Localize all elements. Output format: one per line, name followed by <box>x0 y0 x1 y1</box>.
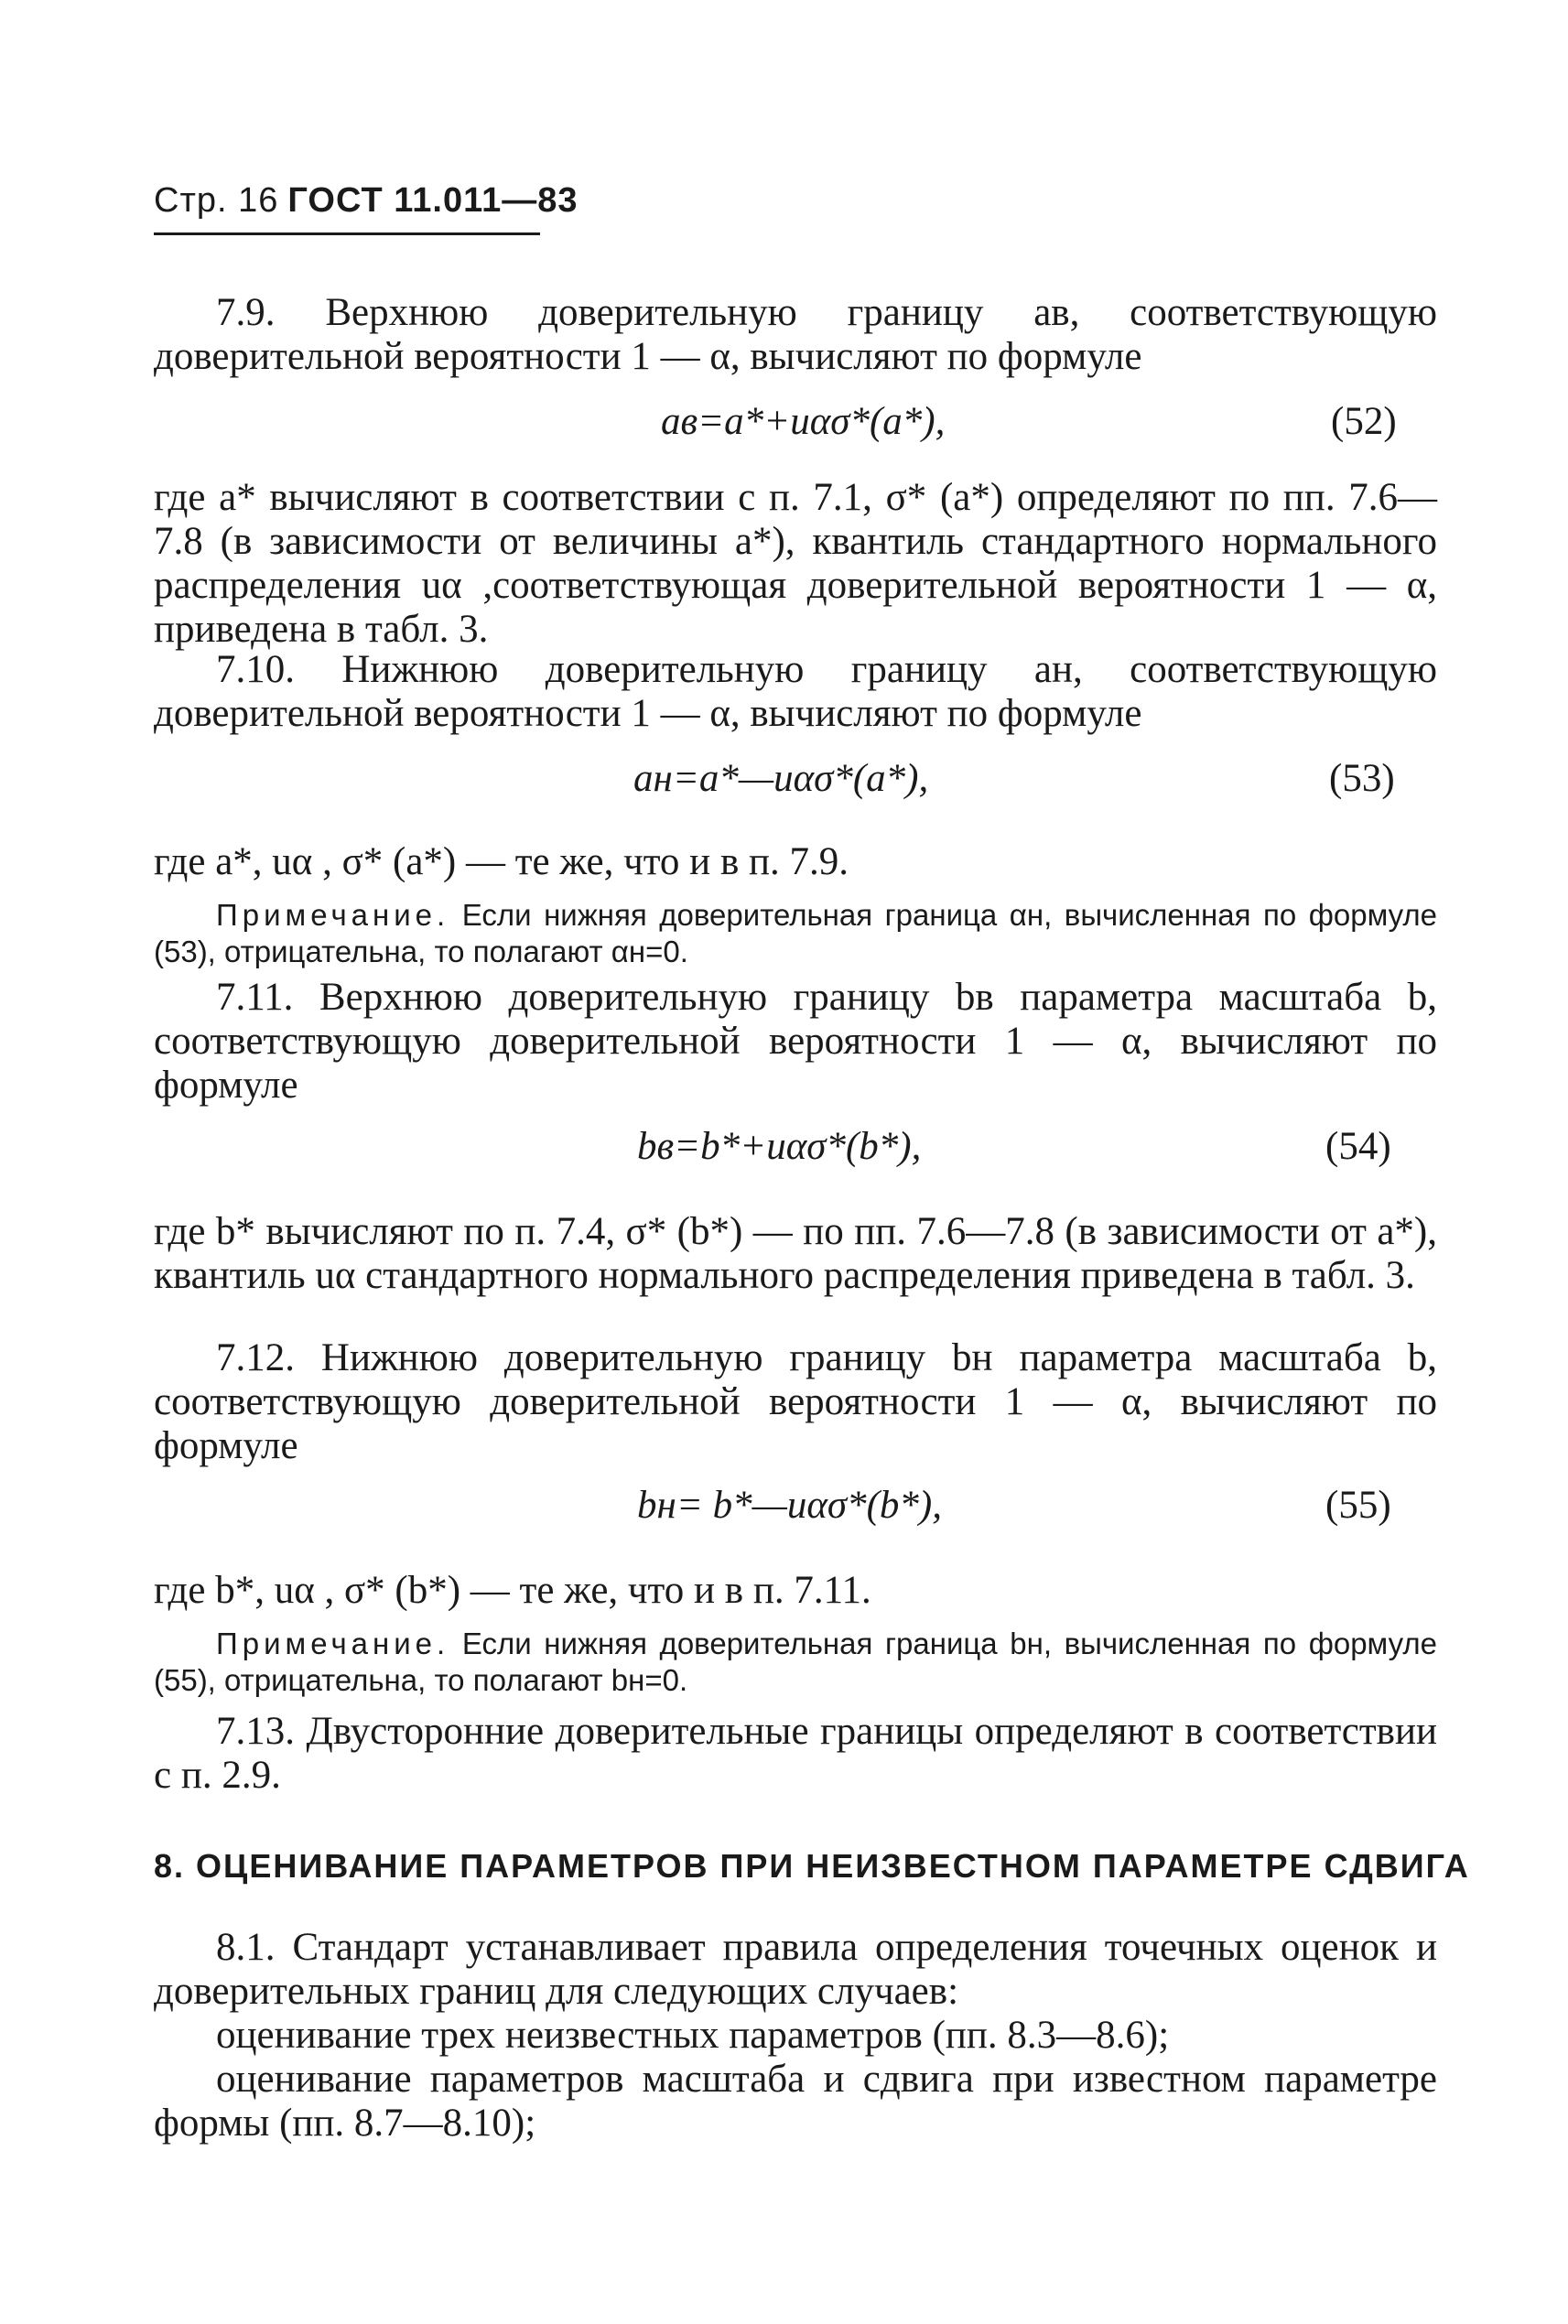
note-2 <box>154 1626 1437 1699</box>
note-2-label: Примечание. <box>216 1627 450 1660</box>
page-header <box>154 181 579 221</box>
header-rule <box>154 232 540 235</box>
note-1-text: Если нижняя доверительная граница αн, вычисленная по формуле (53), отрицательна, то полагают αн=0. <box>154 898 1438 968</box>
paragraph-7-11-where: где b* вычисляют по п. 7.4, σ* (b*) — по пп. 7.6—7.8 (в зависимости от a*), квантиль uα стандартного нормального распределения приведена в табл. 3. <box>154 1210 1437 1297</box>
note-1 <box>154 897 1437 970</box>
paragraph-7-13: 7.13. Двусторонние доверительные границы определяют в соответствии с п. 2.9. <box>154 1710 1437 1797</box>
formula-54-number: (54) <box>1325 1125 1391 1168</box>
standard-id: ГОСТ 11.011—83 <box>287 181 579 220</box>
formula-53-number: (53) <box>1329 757 1395 800</box>
paragraph-7-10: 7.10. Нижнюю доверительную границу aн, соответствующую доверительной вероятности 1 — α, вычисляют по формуле <box>154 648 1437 735</box>
paragraph-7-12-where: где b*, uα , σ* (b*) — те же, что и в п. 7.11. <box>154 1569 871 1612</box>
page-number: Стр. 16 <box>154 181 279 220</box>
paragraph-8-1: 8.1. Стандарт устанавливает правила определения точечных оценок и доверительных границ для следующих случаев: <box>154 1926 1437 2013</box>
formula-53: aн=a*—uασ*(a*), <box>633 757 929 800</box>
formula-52: aв=a*+uασ*(a*), <box>661 400 946 443</box>
paragraph-7-11: 7.11. Верхнюю доверительную границу bв параметра масштаба b, соответствующую доверительной вероятности 1 — α, вычисляют по формуле <box>154 976 1437 1107</box>
paragraph-7-9-where: где a* вычисляют в соответствии с п. 7.1, σ* (a*) определяют по пп. 7.6—7.8 (в зависимости от величины a*), квантиль стандартного нормального распределения uα ,соответствующая доверительной вероятности 1 — α, приведена в табл. 3. <box>154 476 1437 651</box>
paragraph-7-9: 7.9. Верхнюю доверительную границу aв, соответствующую доверительной вероятности 1 — α, вычисляют по формуле <box>154 291 1437 378</box>
paragraph-7-10-where: где a*, uα , σ* (a*) — те же, что и в п. 7.9. <box>154 840 849 883</box>
paragraph-8-1-case-b: оценивание параметров масштаба и сдвига при известном параметре формы (пп. 8.7—8.10); <box>154 2058 1437 2145</box>
note-1-label: Примечание. <box>216 898 450 932</box>
paragraph-8-1-case-a: оценивание трех неизвестных параметров (пп. 8.3—8.6); <box>216 2014 1170 2057</box>
formula-55: bн= b*—uασ*(b*), <box>637 1484 942 1527</box>
section-8-heading: 8. ОЦЕНИВАНИЕ ПАРАМЕТРОВ ПРИ НЕИЗВЕСТНОМ ПАРАМЕТРЕ СДВИГА <box>154 1847 1470 1885</box>
note-2-text: Если нижняя доверительная граница bн, вычисленная по формуле (55), отрицательна, то полагают bн=0. <box>154 1627 1438 1697</box>
formula-55-number: (55) <box>1325 1484 1391 1527</box>
paragraph-7-12: 7.12. Нижнюю доверительную границу bн параметра масштаба b, соответствующую доверительной вероятности 1 — α, вычисляют по формуле <box>154 1336 1437 1467</box>
formula-52-number: (52) <box>1331 400 1397 443</box>
formula-54: bв=b*+uασ*(b*), <box>637 1125 922 1168</box>
